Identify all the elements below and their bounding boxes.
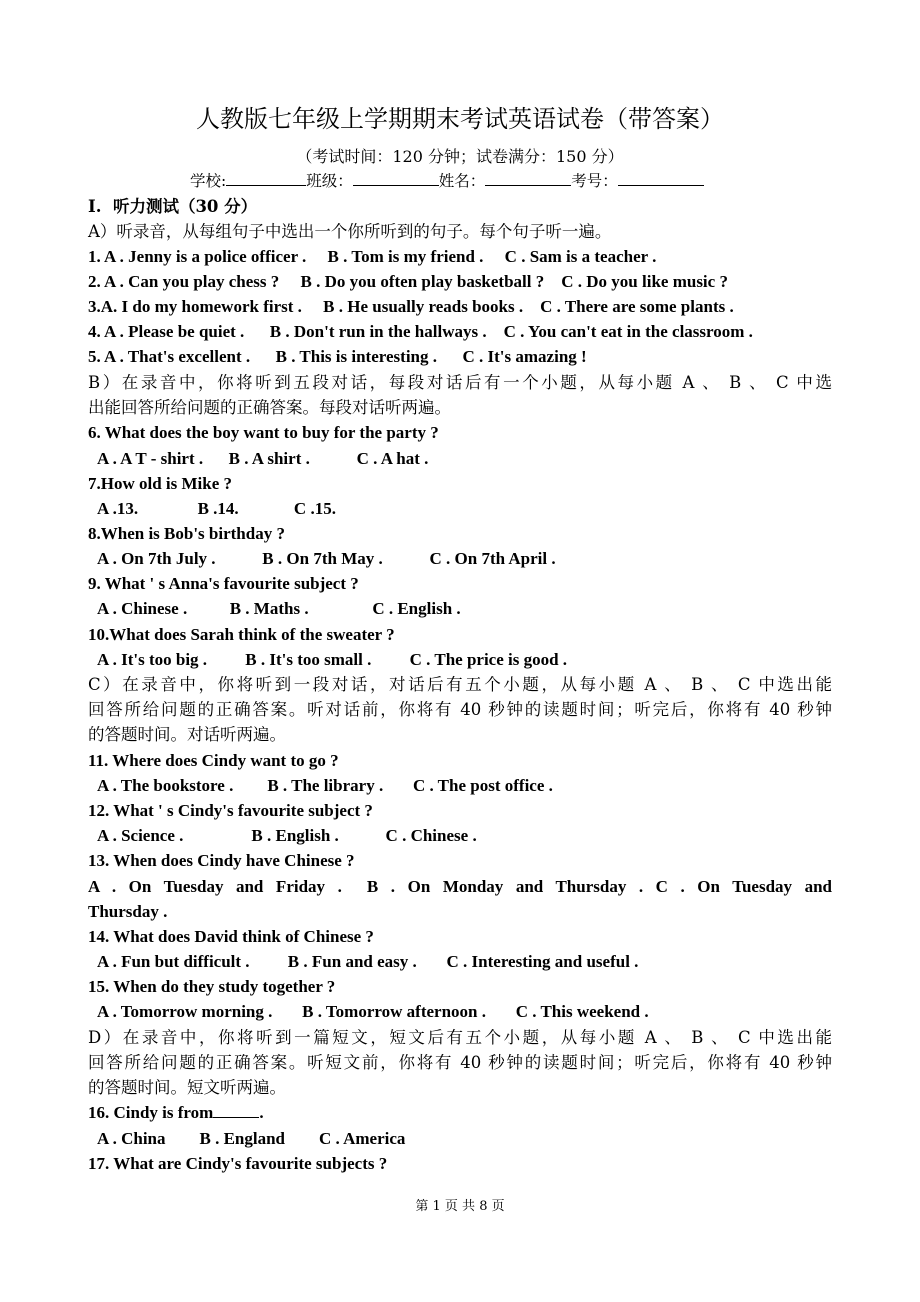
question-8: 8.When is Bob's birthday ? <box>88 524 285 543</box>
class-blank[interactable] <box>353 171 439 186</box>
question-10: 10.What does Sarah think of the sweater ? <box>88 625 395 644</box>
question-10-options: A . It's too big . B . It's too small . C . The price is good . <box>97 650 568 669</box>
question-5: 5. A . That's excellent . B . This is interesting . C . It's amazing ! <box>88 347 587 366</box>
question-2: 2. A . Can you play chess ? B . Do you often play basketball ? C . Do you like music ? <box>88 272 728 291</box>
question-16-blank[interactable] <box>213 1103 259 1118</box>
part-c-instruction-2: 回答所给问题的正确答案。听对话前，你将有 40 秒钟的读题时间；听完后，你将有 40 秒钟 <box>88 700 832 719</box>
student-info-row <box>190 171 704 191</box>
question-6-options: A . A T - shirt . B . A shirt . C . A hat . <box>97 449 429 468</box>
question-6: 6. What does the boy want to buy for the party ? <box>88 423 439 442</box>
question-16-text: 16. Cindy is from <box>88 1103 214 1122</box>
class-label: 班级： <box>306 172 353 190</box>
name-label: 姓名： <box>438 172 486 190</box>
exam-title: 人教版七年级上学期期末考试英语试卷（带答案） <box>196 105 724 133</box>
part-b-instruction-1: B）在录音中，你将听到五段对话，每段对话后有一个小题，从每小题 A 、 B 、 C 中选 <box>88 373 832 392</box>
part-d-instruction-3: 的答题时间。短文听两遍。 <box>88 1078 286 1097</box>
question-11-options: A . The bookstore . B . The library . C . The post office . <box>97 776 553 795</box>
question-14: 14. What does David think of Chinese ? <box>88 927 374 946</box>
question-13: 13. When does Cindy have Chinese ? <box>88 851 355 870</box>
question-17: 17. What are Cindy's favourite subjects ? <box>88 1154 388 1173</box>
question-4: 4. A . Please be quiet . B . Don't run in the hallways . C . You can't eat in the classroom . <box>88 322 753 341</box>
exam-subtitle: （考试时间：120 分钟；试卷满分：150 分） <box>296 147 624 166</box>
part-c-instruction-3: 的答题时间。对话听两遍。 <box>88 725 286 744</box>
question-13-options-2: Thursday . <box>88 902 168 921</box>
part-c-instruction-1: C）在录音中，你将听到一段对话，对话后有五个小题，从每小题 A 、 B 、 C 中选出能 <box>88 675 832 694</box>
question-16 <box>88 1102 264 1124</box>
school-label: 学校: <box>190 172 227 190</box>
exam-number-blank[interactable] <box>618 171 704 186</box>
question-15: 15. When do they study together ? <box>88 977 336 996</box>
question-9-options: A . Chinese . B . Maths . C . English . <box>97 599 461 618</box>
question-8-options: A . On 7th July . B . On 7th May . C . On 7th April . <box>97 549 556 568</box>
question-7-options: A .13. B .14. C .15. <box>97 499 336 518</box>
part-a-instruction: A）听录音，从每组句子中选出一个你所听到的句子。每个句子听一遍。 <box>88 222 612 241</box>
question-11: 11. Where does Cindy want to go ? <box>88 751 339 770</box>
school-blank[interactable] <box>226 171 306 186</box>
question-1: 1. A . Jenny is a police officer . B . Tom is my friend . C . Sam is a teacher . <box>88 247 657 266</box>
question-13-options-1: A . On Tuesday and Friday . B . On Monday and Thursday . C . On Tuesday and <box>88 877 832 896</box>
question-9: 9. What ' s Anna's favourite subject ? <box>88 574 359 593</box>
question-16-period: . <box>259 1103 264 1122</box>
page-footer: 第 1 页 共 8 页 <box>415 1199 505 1214</box>
part-b-instruction-2: 出能回答所给问题的正确答案。每段对话听两遍。 <box>88 398 451 417</box>
exam-number-label: 考号： <box>571 172 618 190</box>
question-3: 3.A. I do my homework first . B . He usually reads books . C . There are some plants . <box>88 297 734 316</box>
name-blank[interactable] <box>485 171 571 186</box>
part-d-instruction-1: D）在录音中，你将听到一篇短文，短文后有五个小题，从每小题 A 、 B 、 C 中选出能 <box>88 1028 832 1047</box>
question-12-options: A . Science . B . English . C . Chinese . <box>97 826 477 845</box>
question-12: 12. What ' s Cindy's favourite subject ? <box>88 801 373 820</box>
part-d-instruction-2: 回答所给问题的正确答案。听短文前，你将有 40 秒钟的读题时间；听完后，你将有 40 秒钟 <box>88 1053 832 1072</box>
question-15-options: A . Tomorrow morning . B . Tomorrow afternoon . C . This weekend . <box>97 1002 649 1021</box>
question-14-options: A . Fun but difficult . B . Fun and easy . C . Interesting and useful . <box>97 952 639 971</box>
question-16-options: A . China B . England C . America <box>97 1129 406 1148</box>
question-7: 7.How old is Mike ? <box>88 474 233 493</box>
section-heading: I. 听力测试（30 分） <box>88 197 258 216</box>
